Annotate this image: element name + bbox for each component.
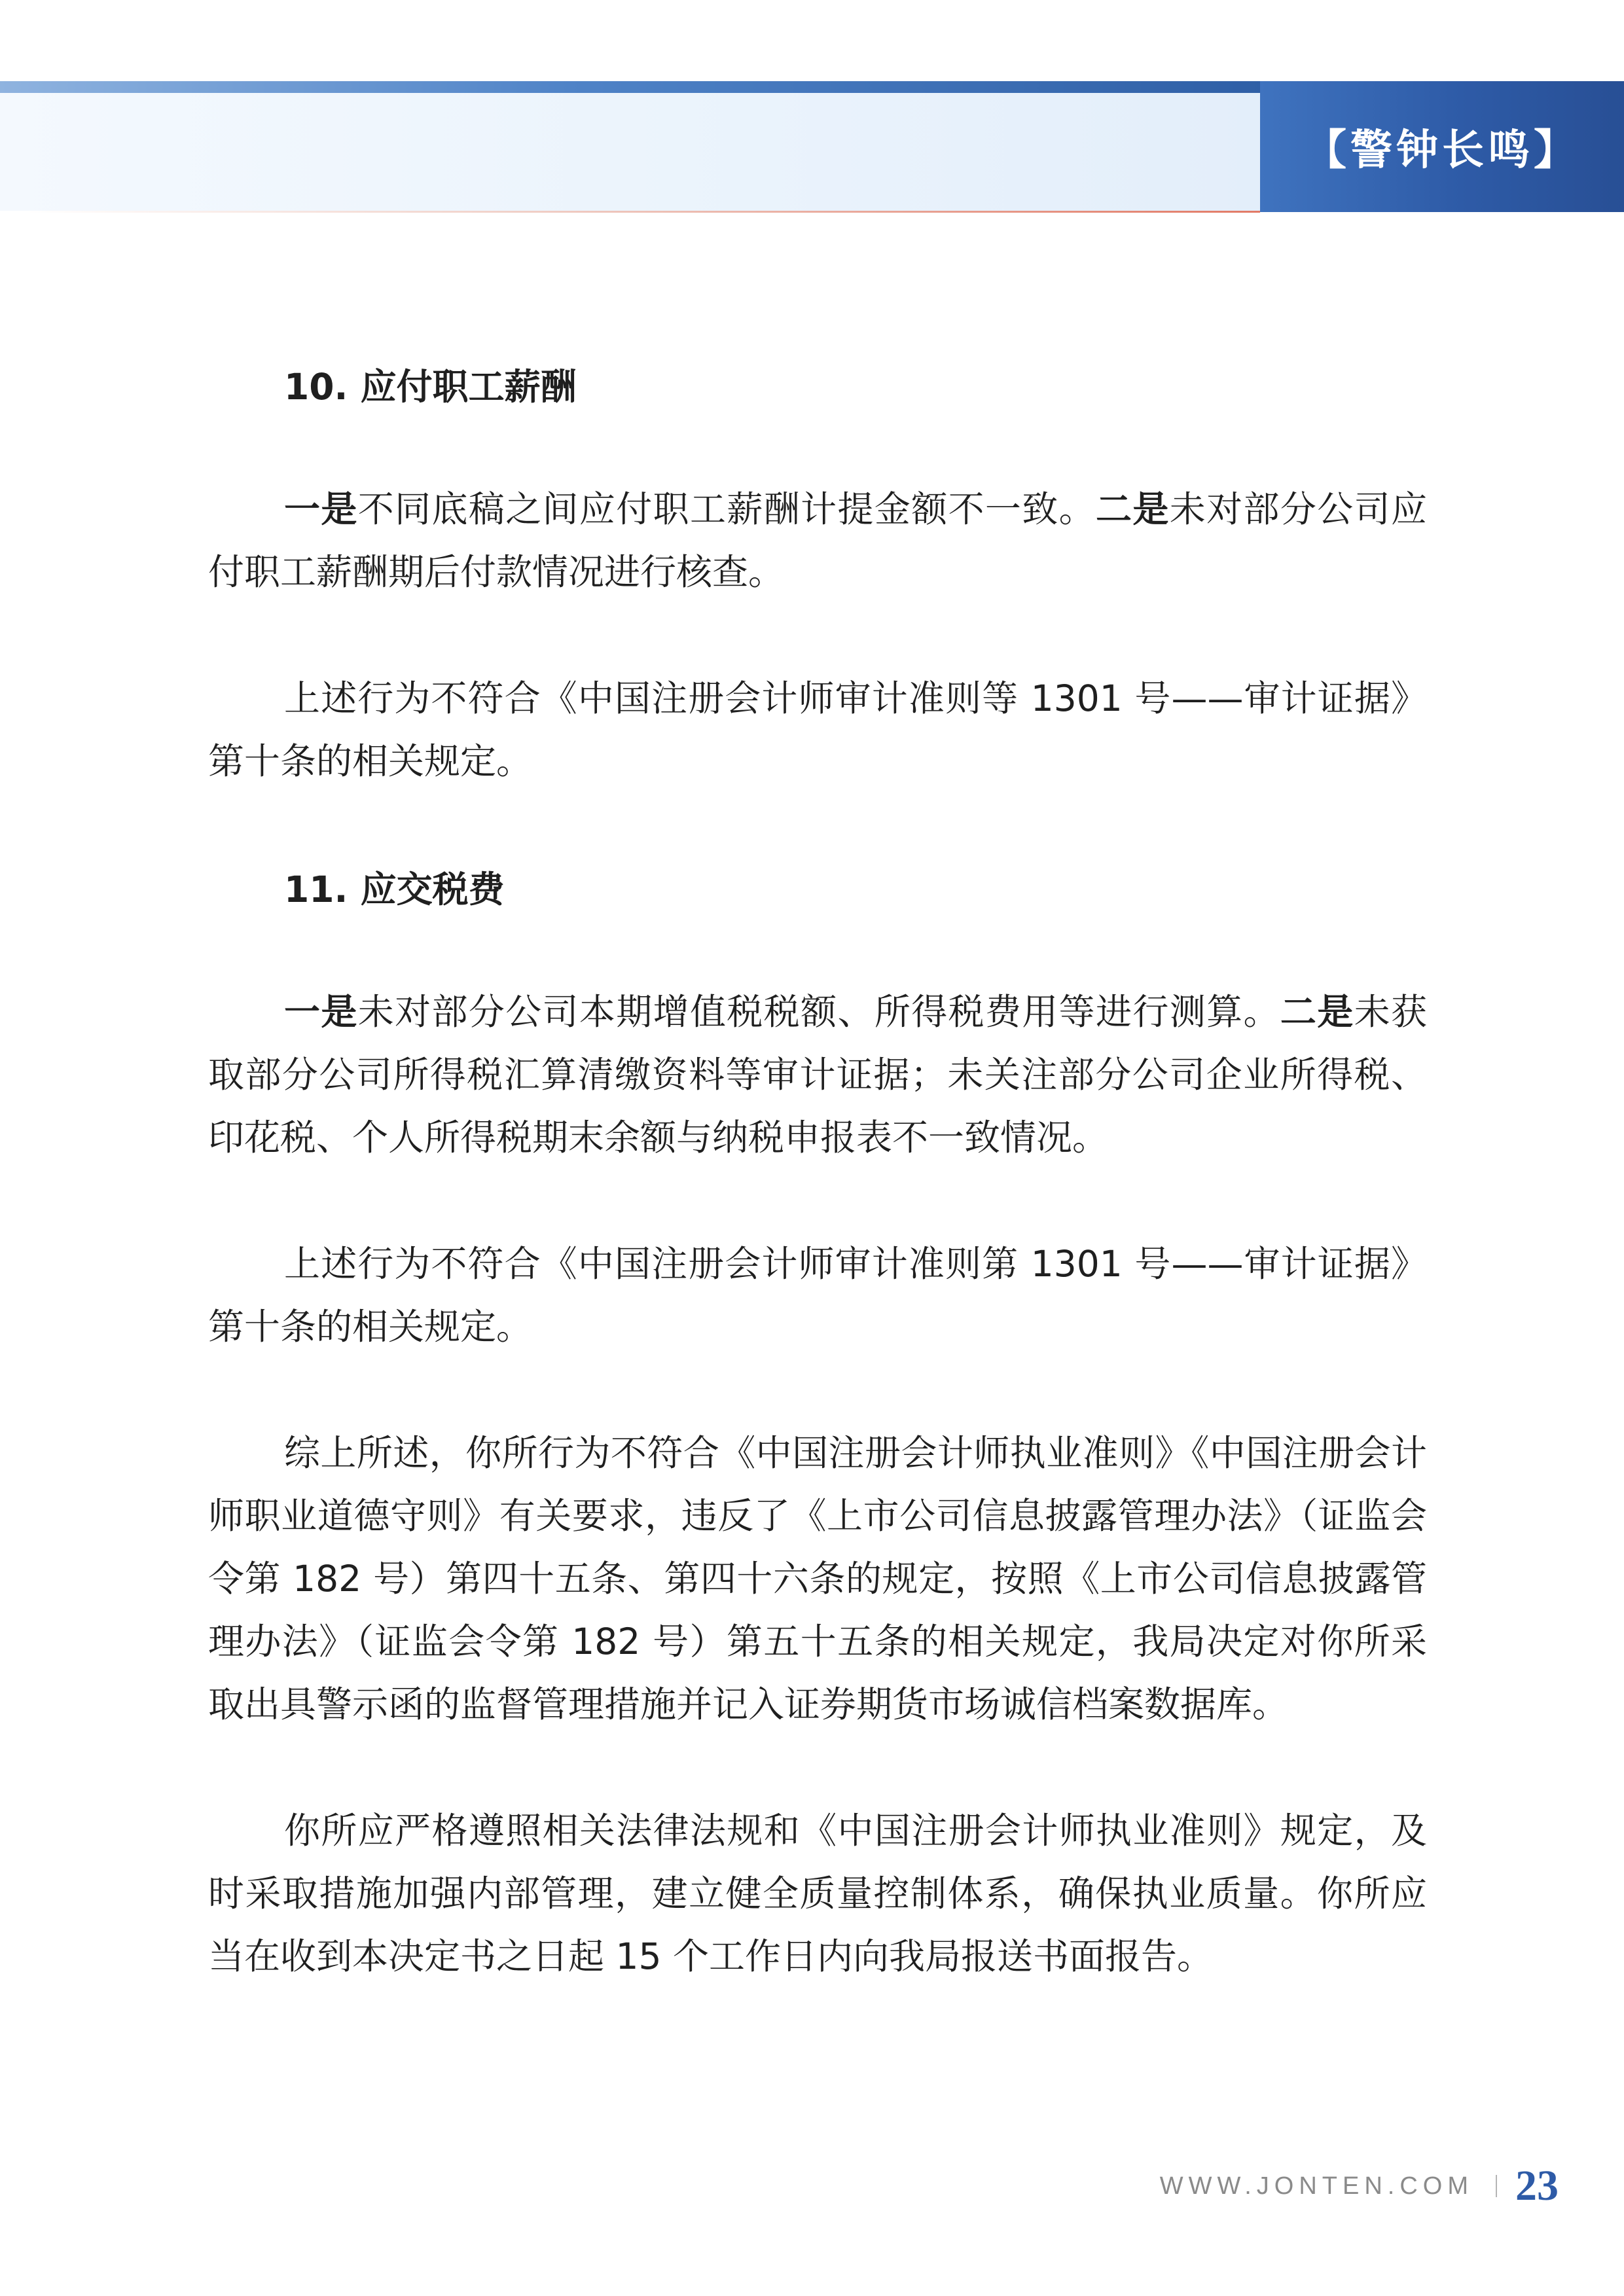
section-heading-taxes: 11. 应交税费 (284, 869, 505, 910)
finding-taxes (208, 980, 1427, 1169)
page-footer (1160, 2160, 1559, 2212)
lead-second: 二是 (1280, 991, 1354, 1033)
lead-second: 二是 (1096, 488, 1170, 530)
summary-paragraph: 综上所述，你所行为不符合《中国注册会计师执业准则》《中国注册会计师职业道德守则》有关要求，违反了《上市公司信息披露管理办法》（证监会令第 182 号）第四十五条、第四十六条的规定，按照《上市公司信息披露管理办法》（证监会令第 182 号）第五十五条的相关规定，我局决定对你所采取出具警示函的监督管理措施并记入证券期货市场诚信档案数据库。 (208, 1432, 1427, 1725)
header-band (0, 93, 1260, 211)
finding-text-2: 未获取部分公司所得税汇算清缴资料等审计证据；未关注部分公司企业所得税、印花税、个人所得税期末余额与纳税申报表不一致情况。 (208, 991, 1427, 1158)
lead-first: 一是 (284, 488, 358, 530)
conclusion-payroll: 上述行为不符合《中国注册会计师审计准则等 1301 号——审计证据》第十条的相关规定。 (208, 677, 1427, 782)
website-link[interactable]: WWW.JONTEN.COM (1159, 2172, 1473, 2200)
lead-first: 一是 (284, 991, 358, 1033)
column-title-tab (1260, 81, 1624, 212)
page-number: 23 (1515, 2162, 1559, 2210)
header-rule (26, 211, 1260, 213)
finding-text-1: 不同底稿之间应付职工薪酬计提金额不一致。 (357, 488, 1096, 530)
finding-payroll (208, 478, 1427, 603)
conclusion-taxes: 上述行为不符合《中国注册会计师审计准则第 1301 号——审计证据》第十条的相关规定。 (208, 1243, 1427, 1348)
main-content (208, 353, 1427, 2051)
footer-divider (1496, 2175, 1497, 2197)
column-title: 【警钟长鸣】 (1305, 126, 1579, 175)
finding-text-1: 未对部分公司本期增值税税额、所得税费用等进行测算。 (357, 991, 1280, 1033)
header-top-bar (0, 81, 1263, 93)
requirement-paragraph: 你所应严格遵照相关法律法规和《中国注册会计师执业准则》规定，及时采取措施加强内部管理，建立健全质量控制体系，确保执业质量。你所应当在收到本决定书之日起 15 个工作日内向我局报送书面报告。 (208, 1810, 1427, 1977)
section-heading-payroll: 10. 应付职工薪酬 (284, 366, 577, 408)
finding-text-2: 未对部分公司应付职工薪酬期后付款情况进行核查。 (208, 488, 1427, 593)
